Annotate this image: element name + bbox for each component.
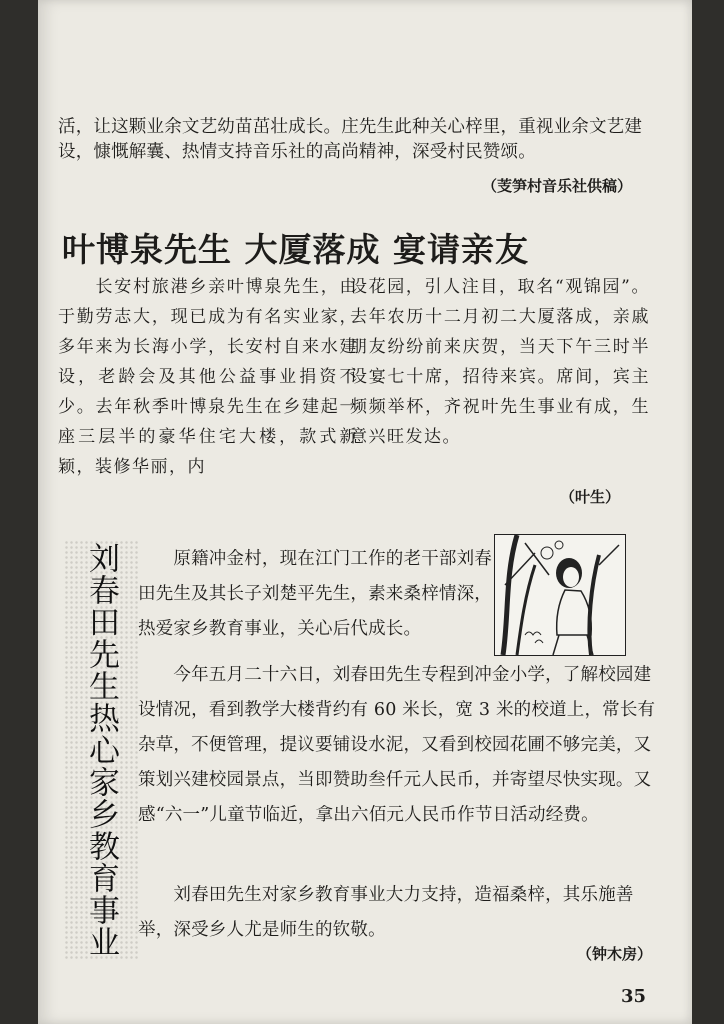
top-article-text: 活，让这颗业余文艺幼苗茁壮成长。庄先生此种关心梓里，重视业余文艺建设，慷慨解囊、热情支持音乐社的高尚精神，深受村民赞颂。	[58, 117, 643, 162]
decorative-illustration	[494, 534, 626, 656]
top-article-credit: （芰笋村音乐社供稿）	[481, 177, 632, 195]
article-column-right: 设花园，引人注目，取名“观锦园”。去年农历十二月初二大厦落成，亲戚朋友纷纷前来庆贺，当天下午三时半设宴七十席，招待来宾。席间，宾主频频举杯，齐祝叶先生事业有成，生意兴旺发达。	[350, 277, 650, 447]
article-column-left: 长安村旅港乡亲叶博泉先生，由于勤劳志大，现已成为有名实业家，多年来为长海小学，长安村自来水建设，老龄会及其他公益事业捐资不少。去年秋季叶博泉先生在乡建起一座三层半的豪华住宅大楼，款式新颖，装修华丽，内	[58, 277, 358, 477]
article-paragraph-2: 今年五月二十六日，刘春田先生专程到冲金小学，了解校园建设情况，看到教学大楼背约有 60 米长，宽 3 米的校道上，常长有杂草，不便管理，提议要铺设水泥，又看到校园花圃不够完美，又策划兴建校园景点，当即赞助叁仟元人民币，并寄望尽快实现。又感“六一”儿童节临近，拿出六佰元人民币作节日活动经费。	[138, 665, 656, 825]
article-paragraph-1: 原籍冲金村，现在江门工作的老干部刘春田先生及其长子刘楚平先生，素来桑梓情深，热爱家乡教育事业，关心后代成长。	[138, 549, 492, 639]
page-number: 35	[620, 986, 646, 1007]
article-credit-liu: （钟木房）	[576, 945, 652, 963]
illustration-drawing	[495, 535, 625, 655]
vertical-article-title	[64, 540, 138, 960]
article-paragraph-3: 刘春田先生对家乡教育事业大力支持，造福桑梓，其乐施善举，深受乡人尤是师生的钦敬。	[138, 885, 634, 940]
article-credit: （叶生）	[559, 488, 620, 506]
article-headline: 叶博泉先生 大厦落成 宴请亲友	[62, 230, 529, 269]
vertical-title-text: 刘春田先生热心家乡教育事业	[83, 542, 119, 958]
magazine-page	[38, 0, 692, 1024]
